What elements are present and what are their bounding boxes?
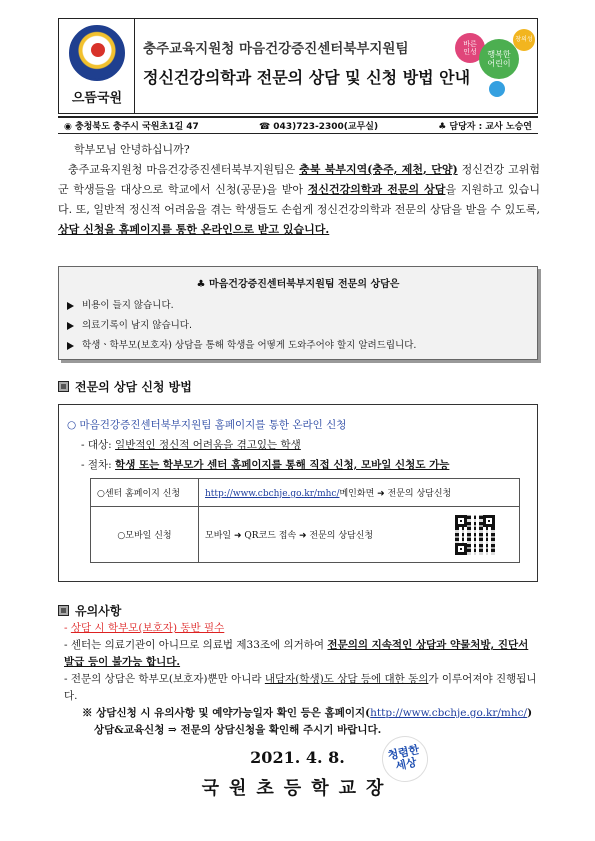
letterhead xyxy=(58,18,538,114)
school-address: ◉ 충청북도 충주시 국원초1길 47 xyxy=(64,122,199,132)
header-organization: 충주교육지원청 마음건강증진센터북부지원팀 xyxy=(143,41,409,57)
notes-list xyxy=(64,620,542,739)
note-item: - 센터는 의료기관이 아니므로 의료법 제33조에 의거하여 전문의의 지속적인 상담과 약물처방, 진단서 발급 등이 불가능 합니다. xyxy=(64,639,529,668)
section-heading-notes: 유의사항 xyxy=(58,602,121,619)
qr-code-icon[interactable] xyxy=(455,515,495,555)
arrow-icon xyxy=(67,322,74,330)
school-info-bar xyxy=(58,116,538,134)
channel-detail: http://www.cbchje.go.kr/mhc/메인화면 ➜ 전문의 상담신청 xyxy=(199,479,520,507)
signer: 국원초등학교장 xyxy=(201,778,394,799)
apply-method-title: ○ 마음건강증진센터북부지원팀 홈페이지를 통한 온라인 신청 xyxy=(67,419,347,431)
badge-dot xyxy=(489,81,505,97)
channel-detail: 모바일 ➜ QR코드 접속 ➜ 전문의 상담신청 xyxy=(199,507,431,563)
arrow-icon xyxy=(67,302,74,310)
table-row xyxy=(91,479,520,507)
arrow-icon xyxy=(67,342,74,350)
intro-paragraph: 충주교육지원청 마음건강증진센터북부지원팀은 충북 북부지역(충주, 제천, 단양) 정신건강 고위험군 학생들을 대상으로 학교에서 신청(공문)을 받아 정신건강의학과 전문의 상담을 지원하고 있습니다. 또, 일반적 정신적 어려움을 겪는 학생들도 손쉽게 정신건강의학과 전문의 상담을 받을 수 있도록, 상담 신청을 홈페이지를 통한 온라인으로 받고 있습니다. xyxy=(58,163,541,236)
issue-date: 2021. 4. 8. xyxy=(250,748,345,767)
channel-label: ○모바일 신청 xyxy=(91,507,199,563)
qr-code-cell xyxy=(431,507,520,563)
apply-target: - 대상: 일반적인 정신적 어려움을 겪고있는 학생 xyxy=(81,439,301,451)
character-badge-logo xyxy=(449,19,537,113)
section-heading-apply: 전문의 상담 신청 방법 xyxy=(58,378,192,395)
section-square-icon xyxy=(58,605,69,616)
apply-procedure: - 절차: 학생 또는 학부모가 센터 홈페이지를 통해 직접 신청, 모바일 신청도 가능 xyxy=(81,459,450,471)
manager-name: ♣ 담당자 : 교사 노승연 xyxy=(438,122,532,132)
school-logo-name: 으뜸국원 xyxy=(71,91,123,106)
integrity-stamp-icon: 청렴한 세상 xyxy=(378,732,433,787)
benefit-item: 학생ㆍ학부모(보호자) 상담을 통해 학생을 어떻게 도와주어야 할지 알려드립니다. xyxy=(67,336,537,356)
benefits-title: ♣ 마음건강증진센터북부지원팀 전문의 상담은 xyxy=(196,279,400,290)
table-row xyxy=(91,507,520,563)
benefits-box xyxy=(58,266,538,360)
greeting: 학부모님 안녕하십니까? xyxy=(74,143,190,156)
homepage-link[interactable]: http://www.cbchje.go.kr/mhc/ xyxy=(370,707,528,719)
note-item: 상담&교육신청 ⇒ 전문의 상담신청을 확인해 주시기 바랍니다. xyxy=(94,724,382,736)
benefit-item: 의료기록이 남지 않습니다. xyxy=(67,316,537,336)
section-square-icon xyxy=(58,381,69,392)
benefit-item: 비용이 들지 않습니다. xyxy=(67,296,537,316)
note-item: - 전문의 상담은 학부모(보호자)뿐만 아니라 내담자(학생)도 상담 등에 대한 동의가 이루어져야 진행됩니다. xyxy=(64,673,537,702)
channel-label: ○센터 홈페이지 신청 xyxy=(91,479,199,507)
note-item: - 상담 시 학부모(보호자) 동반 필수 xyxy=(64,622,225,634)
badge-bubble-2: 행복한 어린이 xyxy=(479,39,519,79)
school-emblem-icon xyxy=(69,25,125,81)
center-homepage-link[interactable]: http://www.cbchje.go.kr/mhc/ xyxy=(205,489,340,499)
header-title: 정신건강의학과 전문의 상담 및 신청 방법 안내 xyxy=(143,68,471,87)
badge-bubble-3: 창의성 xyxy=(513,29,535,51)
school-logo xyxy=(59,19,135,113)
apply-channel-table xyxy=(90,478,520,563)
school-phone: ☎ 043)723-2300(교무실) xyxy=(258,122,379,132)
note-item: ※ 상담신청 시 유의사항 및 예약가능일자 확인 등은 홈페이지(http://www.cbchje.go.kr/mhc/) xyxy=(82,707,533,719)
badge-bubble-1: 바른 인성 xyxy=(455,33,485,63)
